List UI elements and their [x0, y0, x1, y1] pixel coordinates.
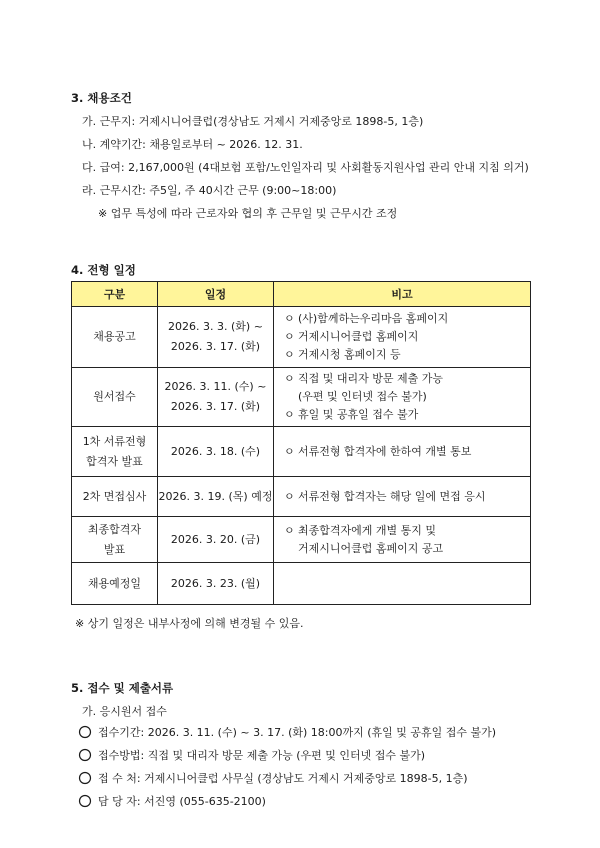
schedule-table	[71, 281, 531, 605]
circle-bullet-icon	[78, 794, 92, 808]
circle-bullet-icon	[78, 748, 92, 762]
bullet-icon: ㅇ	[284, 312, 295, 325]
table-row	[72, 307, 531, 368]
location-text: 접 수 처: 거제시니어클럽 사무실 (경상남도 거제시 거제중앙로 1898-5, 1층)	[98, 772, 468, 785]
header-notes: 비고	[274, 282, 531, 307]
section-5-title: 5. 접수 및 제출서류	[71, 681, 174, 695]
row-date	[158, 427, 274, 477]
circle-bullet-icon	[78, 725, 92, 739]
note-continuation: (우편 및 인터넷 접수 불가)	[298, 390, 427, 403]
date-text: 2026. 3. 17. (화)	[170, 340, 261, 353]
row-category	[72, 477, 158, 517]
note-item: ㅇ 최종합격자에게 개별 통지 및	[284, 522, 530, 540]
note-item: ㅇ 직접 및 대리자 방문 제출 가능	[284, 370, 530, 388]
row-notes	[274, 368, 531, 427]
table-row	[72, 368, 531, 427]
contract-period-line: 나. 계약기간: 채용일로부터 ~ 2026. 12. 31.	[82, 138, 303, 151]
category-text: 원서접수	[93, 390, 136, 403]
note-item: ㅇ 서류전형 합격자에 한하여 개별 통보	[284, 443, 530, 461]
contact-text: 담 당 자: 서진영 (055-635-2100)	[98, 795, 266, 808]
bullet-icon: ㅇ	[284, 348, 295, 361]
row-date	[158, 477, 274, 517]
row-category	[72, 368, 158, 427]
category-text: 1차 서류전형	[82, 434, 147, 448]
note-item: ㅇ 서류전형 합격자는 해당 일에 면접 응시	[284, 488, 530, 506]
list-item	[78, 793, 266, 809]
row-date	[158, 517, 274, 563]
note-item: ㅇ (사)함께하는우리마음 홈페이지	[284, 310, 530, 328]
bullet-icon: ㅇ	[284, 489, 295, 503]
bullet-icon: ㅇ	[284, 523, 295, 537]
row-category	[72, 517, 158, 563]
note-item: ㅇ 거제시청 홈페이지 등	[284, 346, 530, 364]
category-text: 채용공고	[93, 330, 136, 343]
row-category	[72, 307, 158, 368]
list-item	[78, 724, 496, 740]
header-category: 구분	[72, 282, 158, 307]
bullet-icon: ㅇ	[284, 330, 295, 343]
row-date	[158, 368, 274, 427]
bullet-icon: ㅇ	[284, 372, 295, 385]
note-item: ㅇ 거제시니어클럽 홈페이지	[284, 328, 530, 346]
section-3-title: 3. 채용조건	[71, 91, 132, 105]
schedule-footnote: ※ 상기 일정은 내부사정에 의해 변경될 수 있음.	[75, 617, 304, 630]
header-date: 일정	[158, 282, 274, 307]
category-text: 채용예정일	[87, 576, 142, 590]
row-date	[158, 563, 274, 605]
category-text: 합격자 발표	[86, 454, 143, 468]
note-item: ㅇ 휴일 및 공휴일 접수 불가	[284, 406, 530, 424]
work-location-line: 가. 근무지: 거제시니어클럽(경상남도 거제시 거제중앙로 1898-5, 1층)	[82, 115, 424, 128]
row-notes	[274, 307, 531, 368]
circle-bullet-icon	[78, 771, 92, 785]
table-row	[72, 477, 531, 517]
work-hours-line: 라. 근무시간: 주5일, 주 40시간 근무 (9:00~18:00)	[82, 184, 337, 197]
category-text: 최종합격자	[87, 522, 142, 536]
salary-line: 다. 급여: 2,167,000원 (4대보험 포함/노인일자리 및 사회활동지원사업 관리 안내 지침 의거)	[82, 161, 529, 174]
method-text: 접수방법: 직접 및 대리자 방문 제출 가능 (우편 및 인터넷 접수 불가)	[98, 749, 426, 762]
bullet-icon: ㅇ	[284, 444, 295, 458]
date-text: 2026. 3. 23. (월)	[170, 576, 261, 590]
table-row	[72, 427, 531, 477]
row-notes-empty	[274, 563, 531, 605]
row-date	[158, 307, 274, 368]
note-continuation: 거제시니어클럽 홈페이지 공고	[298, 541, 444, 555]
date-text: 2026. 3. 19. (목) 예정	[158, 489, 273, 503]
table-row	[72, 563, 531, 605]
date-text: 2026. 3. 18. (수)	[170, 444, 261, 458]
row-category	[72, 427, 158, 477]
list-item	[78, 770, 468, 786]
date-text: 2026. 3. 20. (금)	[170, 532, 261, 546]
row-notes	[274, 517, 531, 563]
list-item	[78, 747, 425, 763]
row-category	[72, 563, 158, 605]
category-text: 2차 면접심사	[82, 489, 147, 503]
category-text: 발표	[103, 542, 126, 556]
row-notes	[274, 427, 531, 477]
table-row	[72, 517, 531, 563]
date-text: 2026. 3. 11. (수) ~	[164, 380, 267, 393]
date-text: 2026. 3. 3. (화) ~	[168, 320, 263, 333]
date-text: 2026. 3. 17. (화)	[170, 400, 261, 413]
bullet-icon: ㅇ	[284, 408, 295, 421]
period-text: 접수기간: 2026. 3. 11. (수) ~ 3. 17. (화) 18:00까지 (휴일 및 공휴일 접수 불가)	[98, 726, 497, 739]
row-notes	[274, 477, 531, 517]
section-4-title: 4. 전형 일정	[71, 263, 136, 277]
work-note: ※ 업무 특성에 따라 근로자와 협의 후 근무일 및 근무시간 조정	[98, 207, 398, 220]
application-subheading: 가. 응시원서 접수	[82, 705, 167, 718]
